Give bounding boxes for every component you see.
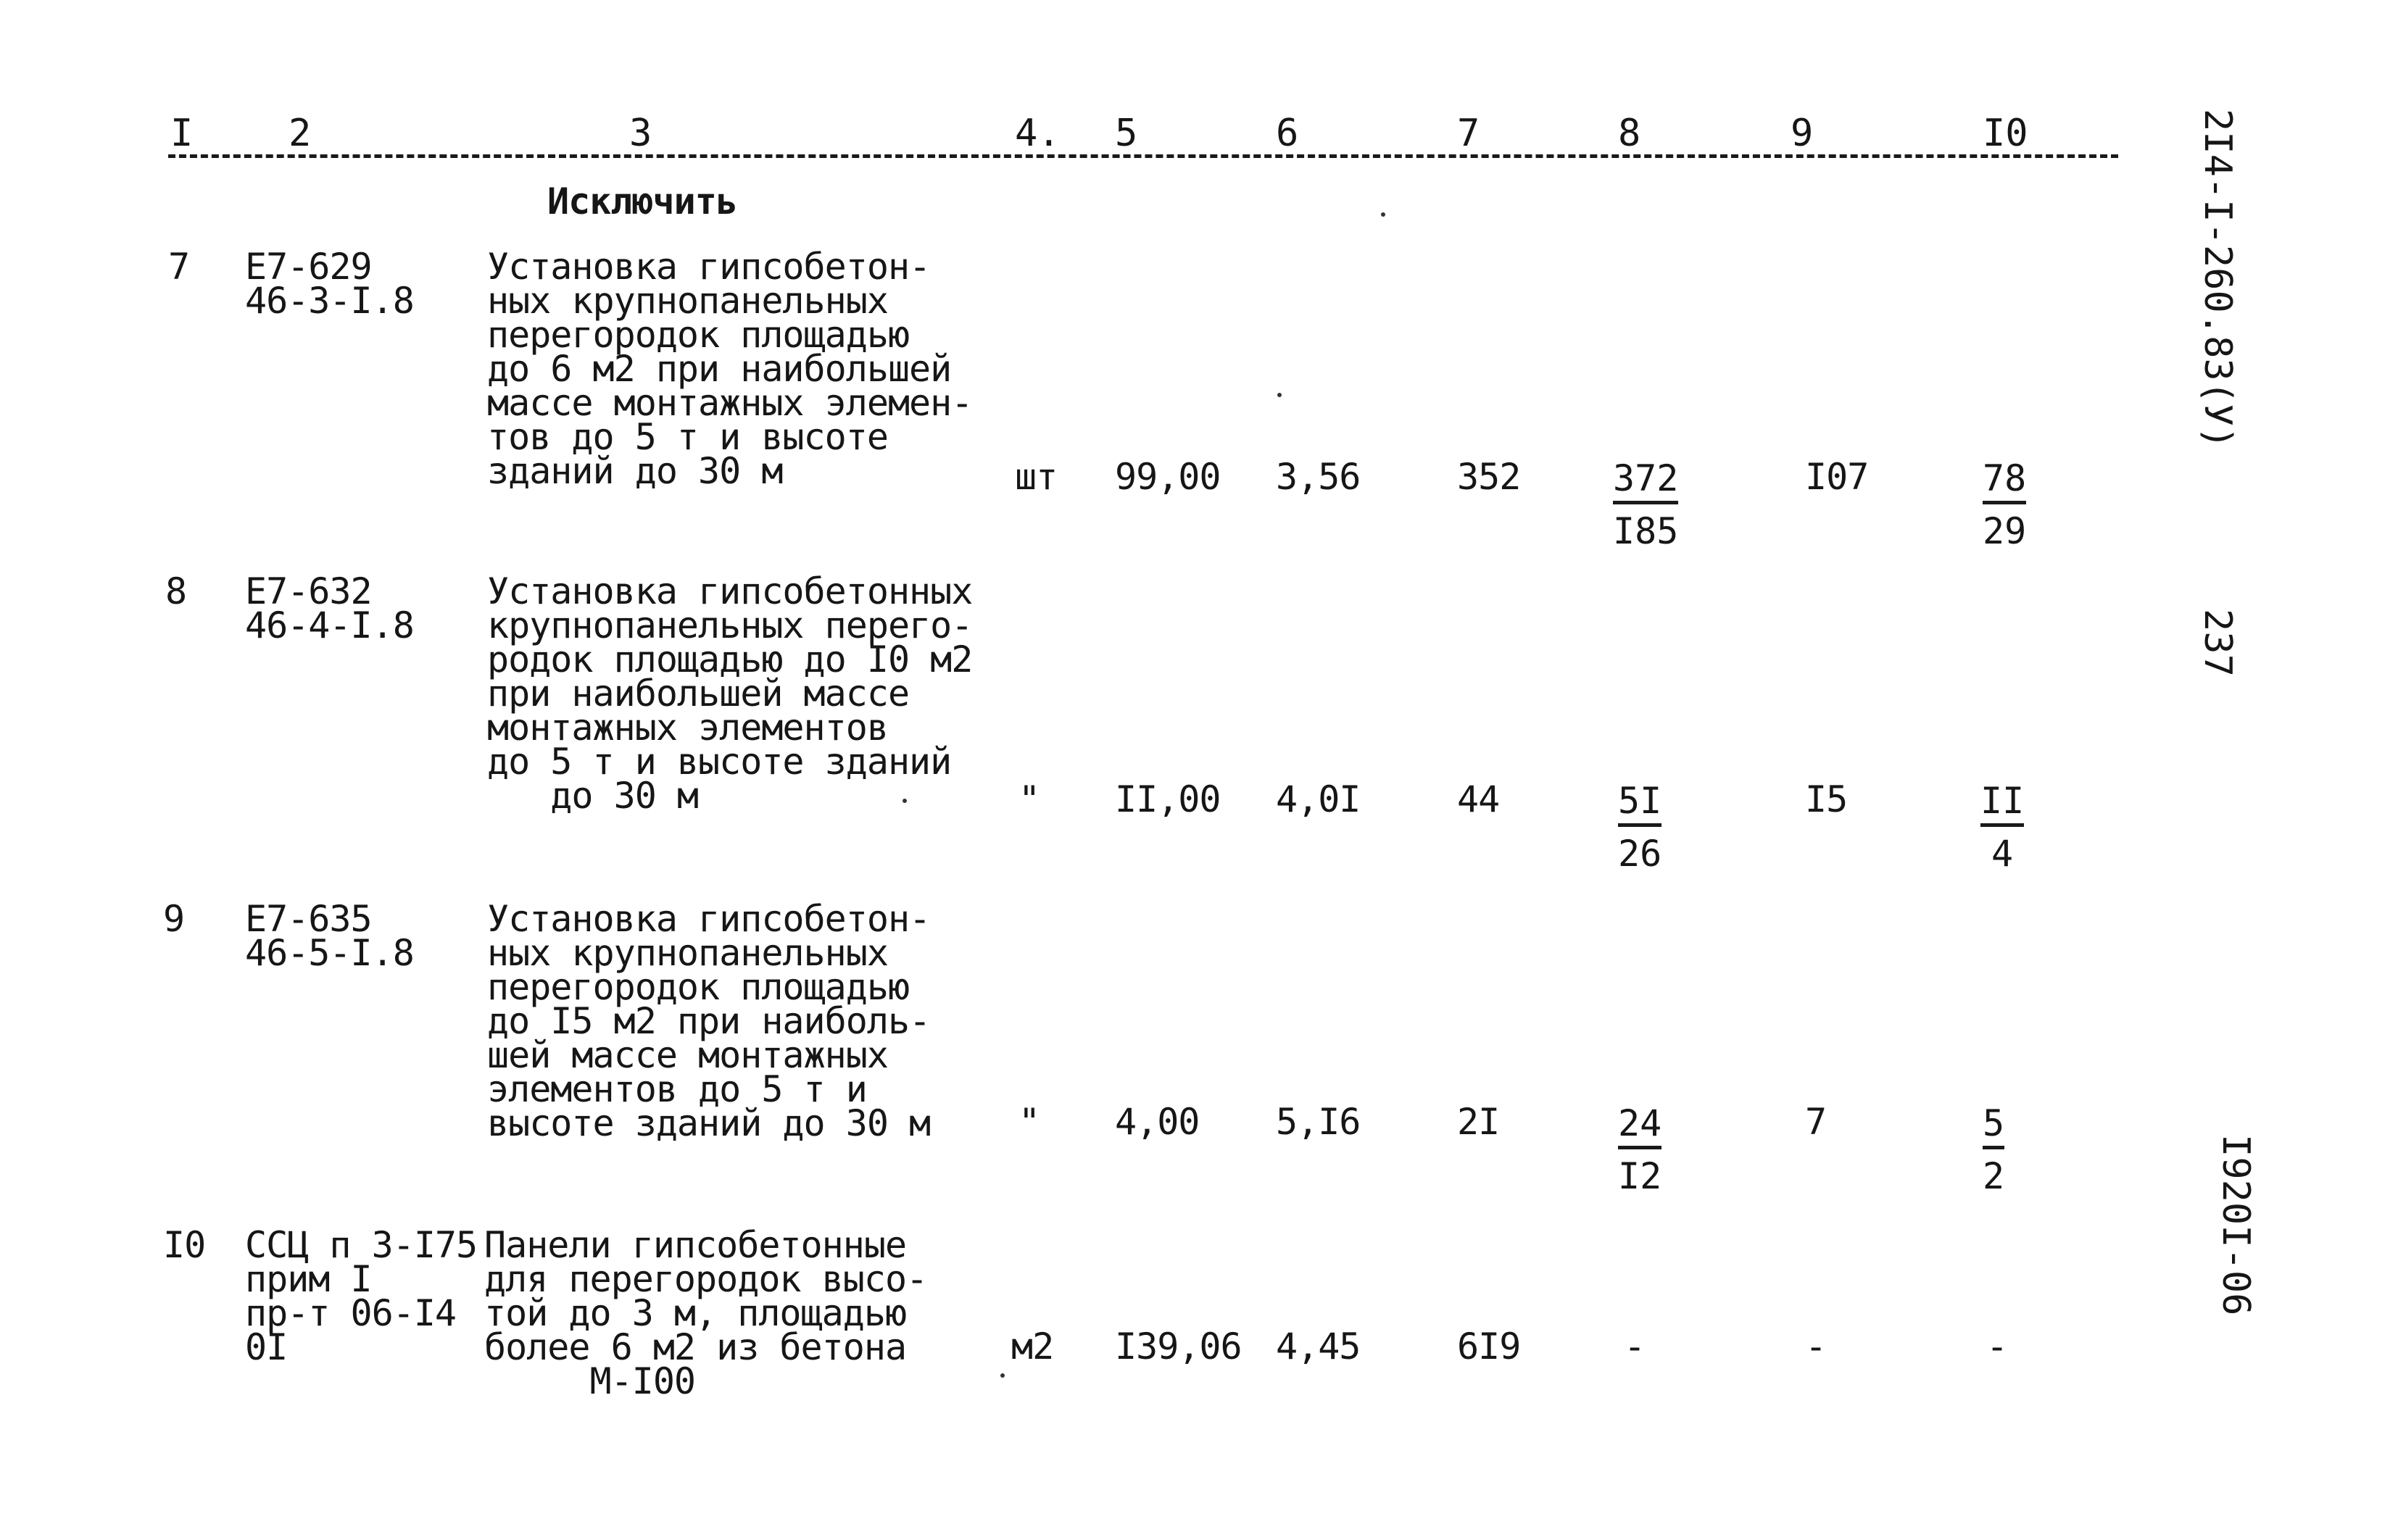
fraction-denominator: 29 — [1983, 510, 2027, 552]
margin-document-code: 2I4-I-260.83(У) — [2196, 109, 2239, 449]
row-col5: 4,00 — [1115, 1101, 1200, 1143]
col-header-4: 4. — [1015, 112, 1061, 155]
margin-inventory-number: I920I-06 — [2214, 1134, 2257, 1316]
row-description-line: шей массе монтажных — [487, 1034, 888, 1076]
row-description-line: тов до 5 т и высоте — [487, 416, 888, 458]
fraction-numerator: 24 — [1618, 1105, 1661, 1149]
row-col6: 3,56 — [1276, 456, 1361, 498]
row-description-line: Установка гипсобетонных — [487, 570, 973, 612]
margin-page-number: 237 — [2196, 609, 2239, 677]
row-col5: I39,06 — [1115, 1325, 1242, 1368]
row-col10-fraction — [1980, 780, 2025, 875]
row-col8-fraction — [1618, 780, 1662, 875]
col-header-1: I — [170, 112, 194, 155]
fraction-numerator: 78 — [1983, 460, 2026, 504]
row-code-line: ССЦ п 3-I75 — [245, 1224, 478, 1266]
row-description-line: для перегородок высо- — [484, 1258, 928, 1300]
row-description-line: М-I00 — [484, 1360, 696, 1402]
row-col7: 44 — [1457, 778, 1500, 820]
row-description-line: крупнопанельных перего- — [487, 604, 973, 646]
row-description-line: до 5 т и высоте зданий — [487, 741, 952, 783]
row-number: 9 — [163, 898, 185, 940]
row-col6: 5,I6 — [1276, 1101, 1361, 1143]
col-header-8: 8 — [1618, 112, 1641, 155]
fraction-denominator: I85 — [1613, 510, 1679, 552]
row-code-line: E7-629 — [245, 246, 372, 288]
row-description-line: ных крупнопанельных — [487, 932, 888, 974]
row-description-line: перегородок площадью — [487, 966, 910, 1008]
row-code-line: E7-635 — [245, 898, 372, 940]
row-description-line: монтажных элементов — [487, 707, 888, 749]
row-col7: 352 — [1457, 456, 1521, 498]
row-unit: " — [1018, 778, 1040, 820]
row-col8-fraction — [1613, 457, 1679, 552]
row-code-line: пр-т 06-I4 — [245, 1292, 457, 1334]
row-col10-fraction — [1983, 1102, 2005, 1197]
row-col9: I5 — [1805, 778, 1848, 820]
row-col5: II,00 — [1115, 778, 1221, 820]
col-header-5: 5 — [1115, 112, 1138, 155]
row-description-line: ных крупнопанельных — [487, 280, 888, 322]
row-col10: - — [1986, 1325, 2008, 1368]
row-col7: 6I9 — [1457, 1325, 1521, 1368]
fraction-denominator: 4 — [1991, 833, 2014, 875]
row-code-line: E7-632 — [245, 570, 372, 612]
row-description-line: Установка гипсобетон- — [487, 898, 931, 940]
row-col5: 99,00 — [1115, 456, 1221, 498]
row-col6: 4,0I — [1276, 778, 1361, 820]
row-col9: I07 — [1805, 456, 1869, 498]
col-header-2: 2 — [289, 112, 312, 155]
row-description-line: зданий до 30 м — [487, 450, 783, 492]
row-col9: 7 — [1805, 1101, 1827, 1143]
col-header-7: 7 — [1457, 112, 1480, 155]
scan-speck — [1000, 1373, 1005, 1378]
row-col10-fraction — [1983, 457, 2027, 552]
col-header-10: I0 — [1983, 112, 2028, 155]
fraction-numerator: 372 — [1613, 460, 1678, 504]
row-number: I0 — [163, 1224, 206, 1266]
row-description-line: при наибольшей массе — [487, 673, 910, 715]
col-header-6: 6 — [1276, 112, 1299, 155]
fraction-denominator: I2 — [1618, 1155, 1662, 1197]
row-code-line: прим I — [245, 1258, 372, 1300]
row-description-line: до 30 м — [487, 775, 699, 817]
fraction-numerator: II — [1980, 783, 2024, 827]
row-col6: 4,45 — [1276, 1325, 1361, 1368]
fraction-denominator: 2 — [1983, 1155, 2005, 1197]
fraction-denominator: 26 — [1618, 833, 1662, 875]
row-description-line: элементов до 5 т и — [487, 1068, 867, 1110]
col-header-3: 3 — [629, 112, 652, 155]
row-number: 8 — [165, 570, 187, 612]
row-description-line: массе монтажных элемен- — [487, 382, 973, 424]
row-description-line: той до 3 м, площадью — [484, 1292, 907, 1334]
row-description-line: родок площадью до I0 м2 — [487, 638, 973, 680]
row-description-line: до I5 м2 при наиболь- — [487, 1000, 931, 1042]
row-code-line: 46-3-I.8 — [245, 280, 414, 322]
row-col8-fraction — [1618, 1102, 1662, 1197]
section-title: Исключить — [547, 180, 737, 222]
row-code-line: 46-5-I.8 — [245, 932, 414, 974]
row-number: 7 — [168, 246, 190, 288]
row-unit: " — [1018, 1101, 1040, 1143]
row-description-line: высоте зданий до 30 м — [487, 1102, 931, 1144]
fraction-numerator: 5I — [1618, 783, 1661, 827]
row-description-line: Установка гипсобетон- — [487, 246, 931, 288]
row-unit: шт — [1015, 456, 1058, 498]
fraction-numerator: 5 — [1983, 1105, 2004, 1149]
row-code-line: 46-4-I.8 — [245, 604, 414, 646]
row-col7: 2I — [1457, 1101, 1500, 1143]
col-header-9: 9 — [1791, 112, 1814, 155]
row-description-line: перегородок площадью — [487, 314, 910, 356]
row-col8: - — [1624, 1325, 1646, 1368]
row-description-line: Панели гипсобетонные — [484, 1224, 907, 1266]
row-code-line: 0I — [245, 1326, 288, 1368]
scan-speck — [1381, 212, 1385, 217]
row-description-line: до 6 м2 при наибольшей — [487, 348, 952, 390]
row-unit: м2 — [1011, 1325, 1054, 1368]
header-divider — [168, 154, 2118, 158]
row-description-line: более 6 м2 из бетона — [484, 1326, 907, 1368]
scan-speck — [903, 799, 907, 803]
row-col9: - — [1805, 1325, 1827, 1368]
scan-speck — [1277, 393, 1282, 397]
